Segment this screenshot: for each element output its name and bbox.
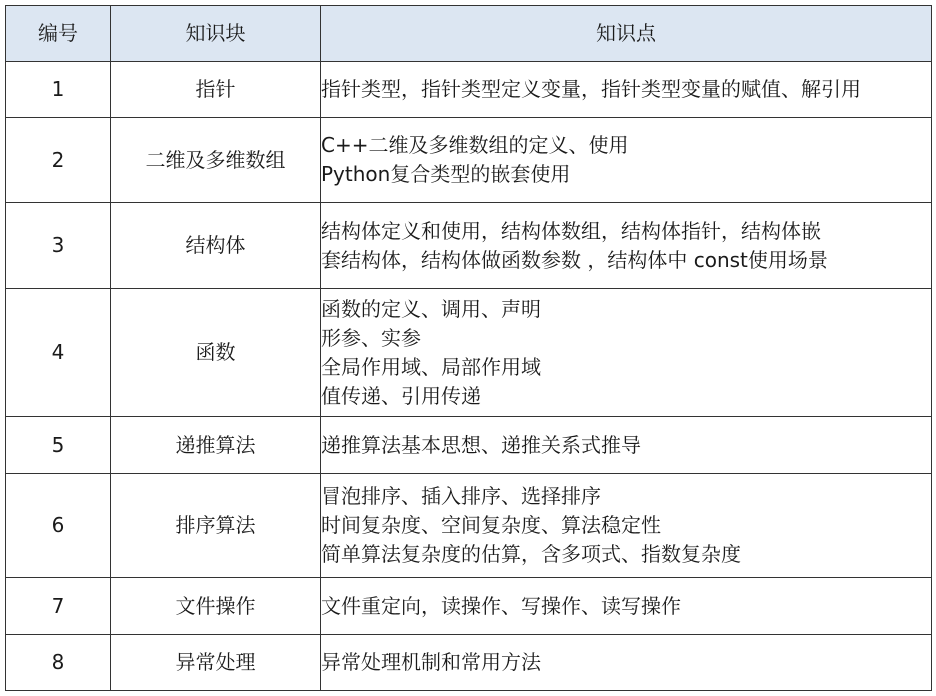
- table-row: [6, 635, 932, 691]
- row-number: 5: [6, 417, 111, 474]
- point-line: 套结构体，结构体做函数参数 ，结构体中 const使用场景: [321, 247, 828, 272]
- header-block: 知识块: [111, 6, 321, 62]
- row-points: [321, 635, 932, 691]
- table-row: [6, 118, 932, 203]
- row-number: 6: [6, 474, 111, 578]
- header-row: [6, 6, 932, 62]
- point-line: 异常处理机制和常用方法: [321, 650, 541, 674]
- row-number: 7: [6, 578, 111, 635]
- point-line: C++二维及多维数组的定义、使用: [321, 133, 629, 157]
- point-line: 结构体定义和使用，结构体数组，结构体指针，结构体嵌: [321, 218, 821, 243]
- table-row: [6, 474, 932, 578]
- point-line: 时间复杂度、空间复杂度、算法稳定性: [321, 513, 661, 537]
- row-number: 2: [6, 118, 111, 203]
- row-points: [321, 289, 932, 417]
- header-number: 编号: [6, 6, 111, 62]
- header-points: 知识点: [321, 6, 932, 62]
- point-line: 指针类型，指针类型定义变量，指针类型变量的赋值、解引用: [321, 77, 861, 101]
- row-points: [321, 203, 932, 289]
- row-points: [321, 62, 932, 118]
- point-line: 函数的定义、调用、声明: [321, 296, 541, 321]
- row-block: 递推算法: [111, 417, 321, 474]
- row-block: 指针: [111, 62, 321, 118]
- table-row: [6, 289, 932, 417]
- row-number: 3: [6, 203, 111, 289]
- row-points: [321, 474, 932, 578]
- point-line: Python复合类型的嵌套使用: [321, 162, 571, 186]
- row-block: 排序算法: [111, 474, 321, 578]
- table-row: [6, 203, 932, 289]
- point-line: 值传递、引用传递: [321, 383, 481, 408]
- row-points: [321, 578, 932, 635]
- point-line: 文件重定向，读操作、写操作、读写操作: [321, 593, 681, 618]
- knowledge-table: [5, 5, 932, 691]
- row-block: 结构体: [111, 203, 321, 289]
- row-block: 异常处理: [111, 635, 321, 691]
- table-row: [6, 62, 932, 118]
- point-line: 冒泡排序、插入排序、选择排序: [321, 484, 601, 508]
- row-block: 二维及多维数组: [111, 118, 321, 203]
- point-line: 全局作用域、局部作用域: [321, 354, 541, 379]
- point-line: 形参、实参: [321, 325, 421, 350]
- row-number: 1: [6, 62, 111, 118]
- table-row: [6, 417, 932, 474]
- point-line: 递推算法基本思想、递推关系式推导: [321, 432, 641, 457]
- table-row: [6, 578, 932, 635]
- row-block: 文件操作: [111, 578, 321, 635]
- row-number: 4: [6, 289, 111, 417]
- row-points: [321, 118, 932, 203]
- row-number: 8: [6, 635, 111, 691]
- row-points: [321, 417, 932, 474]
- point-line: 简单算法复杂度的估算，含多项式、指数复杂度: [321, 542, 741, 566]
- row-block: 函数: [111, 289, 321, 417]
